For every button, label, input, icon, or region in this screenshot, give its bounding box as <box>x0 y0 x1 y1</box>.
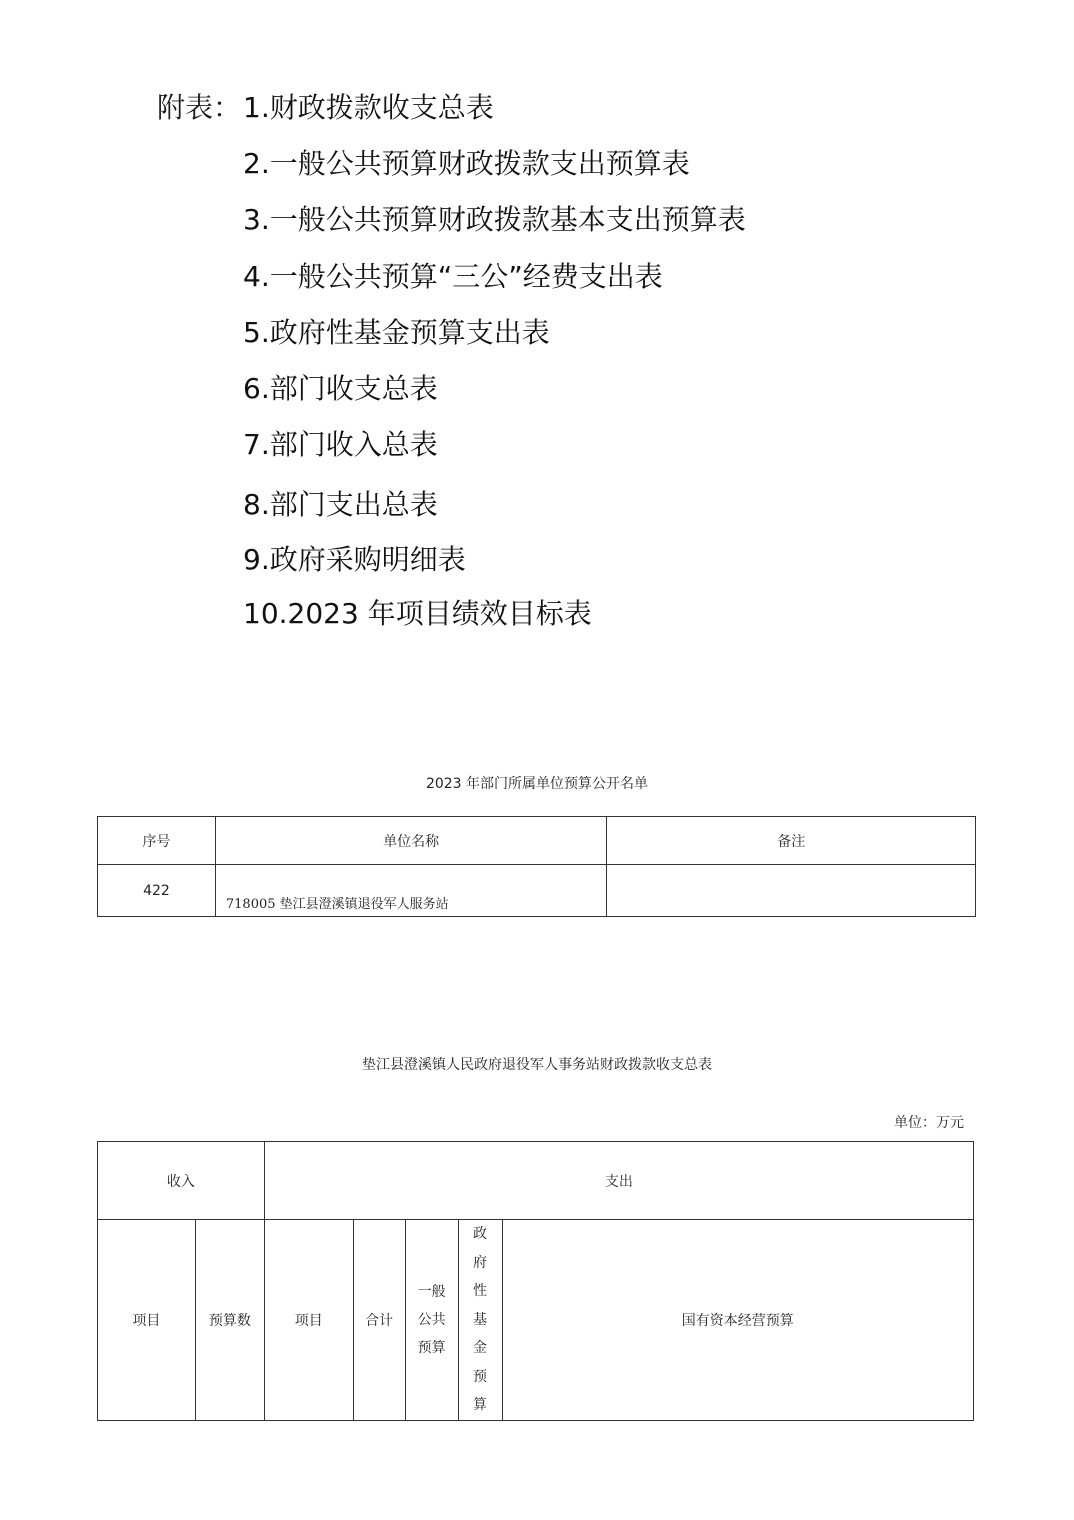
table-subheader-row <box>98 1220 974 1421</box>
summary-table <box>97 1141 974 1421</box>
appendix-item: 4.一般公共预算“三公”经费支出表 <box>243 260 663 293</box>
header-general-line: 一般 <box>417 1283 446 1300</box>
header-remark: 备注 <box>607 817 976 865</box>
header-fund-char: 算 <box>473 1397 488 1413</box>
header-general-budget <box>405 1220 458 1421</box>
header-total: 合计 <box>353 1220 405 1421</box>
header-expense: 支出 <box>264 1142 973 1220</box>
appendix-item: 9.政府采购明细表 <box>243 543 466 576</box>
appendix-item: 5.政府性基金预算支出表 <box>243 316 550 349</box>
table-row <box>98 865 976 917</box>
header-gov-fund-budget <box>458 1220 502 1421</box>
unit-list-table <box>97 816 976 917</box>
header-budget: 预算数 <box>195 1220 264 1421</box>
cell-unit-name: 718005 垫江县澄溪镇退役军人服务站 <box>215 865 607 917</box>
unit-list-title: 2023 年部门所属单位预算公开名单 <box>425 776 649 792</box>
appendix-prefix: 附表： <box>157 91 242 124</box>
header-state-capital-budget: 国有资本经营预算 <box>502 1220 973 1421</box>
appendix-item: 8.部门支出总表 <box>243 488 438 521</box>
header-fund-char: 府 <box>473 1254 488 1271</box>
appendix-item: 6.部门收支总表 <box>243 372 438 405</box>
appendix-item: 3.一般公共预算财政拨款基本支出预算表 <box>243 203 746 236</box>
appendix-item: 1.财政拨款收支总表 <box>243 91 494 124</box>
header-fund-char: 性 <box>473 1283 488 1299</box>
header-unit-name: 单位名称 <box>215 817 607 865</box>
header-fund-char: 政 <box>473 1226 488 1242</box>
cell-seq: 422 <box>98 865 216 917</box>
table-header-row <box>98 1142 974 1220</box>
header-income: 收入 <box>98 1142 265 1220</box>
header-fund-char: 基 <box>473 1311 488 1328</box>
header-expense-item: 项目 <box>264 1220 353 1421</box>
summary-table-title: 垫江县澄溪镇人民政府退役军人事务站财政拨款收支总表 <box>362 1057 712 1073</box>
table-header-row <box>98 817 976 865</box>
cell-remark <box>607 865 976 917</box>
appendix-item: 2.一般公共预算财政拨款支出预算表 <box>243 147 690 180</box>
header-general-line: 公共 <box>417 1311 446 1328</box>
appendix-item: 7.部门收入总表 <box>243 428 438 461</box>
header-item: 项目 <box>98 1220 196 1421</box>
header-seq: 序号 <box>98 817 216 865</box>
header-fund-char: 金 <box>473 1340 488 1356</box>
appendix-item: 10.2023 年项目绩效目标表 <box>243 597 592 630</box>
header-general-line: 预算 <box>417 1339 446 1356</box>
header-fund-char: 预 <box>473 1368 488 1385</box>
unit-label: 单位：万元 <box>894 1115 964 1131</box>
